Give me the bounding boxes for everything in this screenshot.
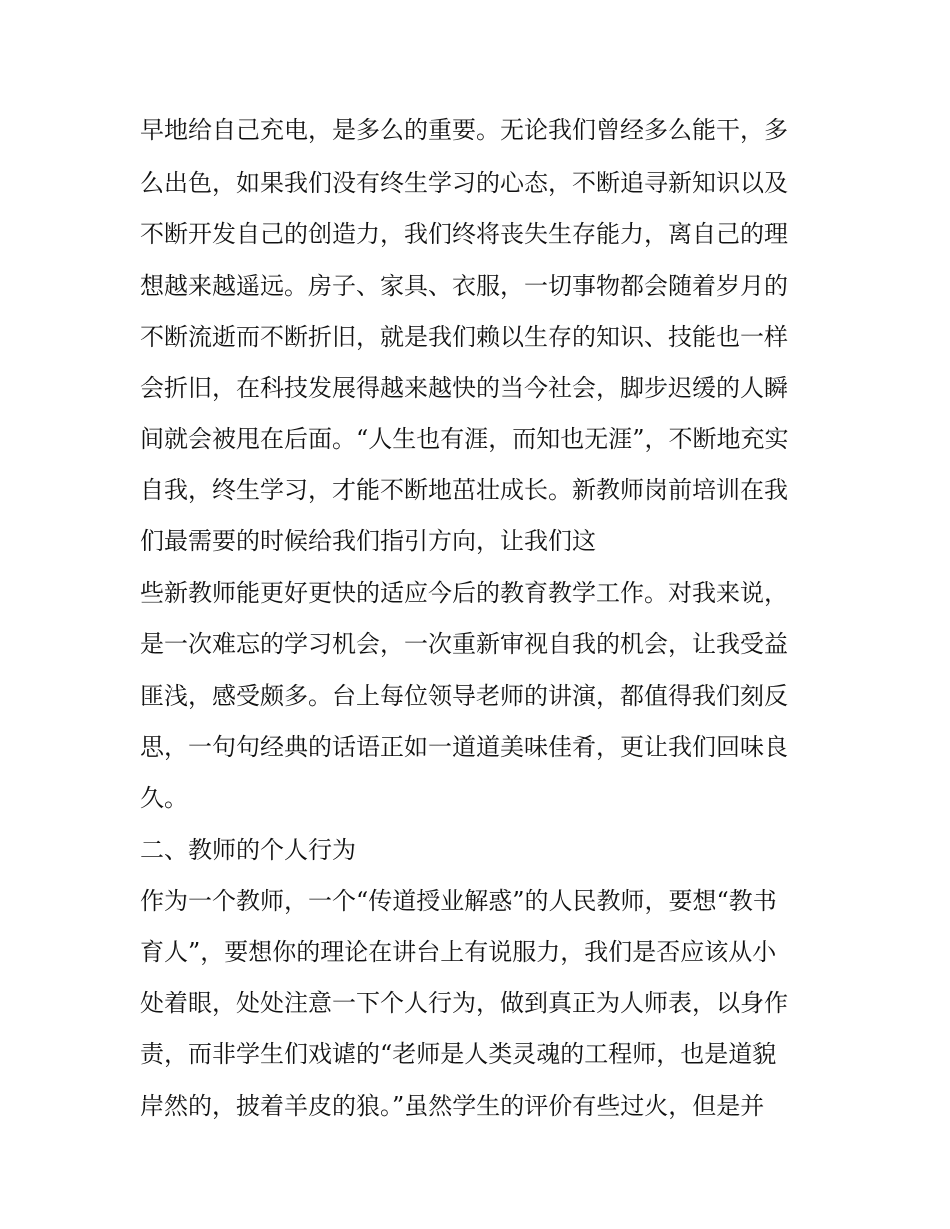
- text-line: 是一次难忘的学习机会，一次重新审视自我的机会，让我受益: [140, 630, 788, 658]
- text-line: 间就会被甩在后面。“人生也有涯，而知也无涯”，不断地充实: [140, 425, 789, 453]
- text-line: 不断开发自己的创造力，我们终将丧失生存能力，离自己的理: [140, 220, 788, 248]
- text-line: 岸然的，披着羊皮的狼。”虽然学生的评价有些过火，但是并: [140, 1092, 765, 1120]
- text-line: 想越来越遥远。房子、家具、衣服，一切事物都会随着岁月的: [140, 272, 788, 300]
- text-line: 久。: [140, 784, 188, 812]
- text-line: 们最需要的时候给我们指引方向，让我们这: [140, 527, 596, 555]
- text-line: 作为一个教师，一个“传道授业解惑”的人民教师，要想“教书: [140, 887, 777, 915]
- text-line: 处着眼，处处注意一下个人行为，做到真正为人师表，以身作: [140, 989, 788, 1017]
- text-line: 些新教师能更好更快的适应今后的教育教学工作。对我来说，: [140, 579, 788, 607]
- text-line: 思，一句句经典的话语正如一道道美味佳肴，更让我们回味良: [140, 733, 788, 761]
- section-heading: 二、教师的个人行为: [140, 836, 356, 864]
- text-line: 责，而非学生们戏谑的“老师是人类灵魂的工程师，也是道貌: [140, 1040, 777, 1068]
- text-line: 匪浅，感受颇多。台上每位领导老师的讲演，都值得我们刻反: [140, 682, 788, 710]
- text-line: 不断流逝而不断折旧，就是我们赖以生存的知识、技能也一样: [140, 323, 788, 351]
- text-line: 育人”，要想你的理论在讲台上有说服力，我们是否应该从小: [140, 938, 777, 966]
- text-line: 自我，终生学习，才能不断地茁壮成长。新教师岗前培训在我: [140, 476, 788, 504]
- text-line: 早地给自己充电，是多么的重要。无论我们曾经多么能干，多: [140, 116, 788, 144]
- text-line: 会折旧，在科技发展得越来越快的当今社会，脚步迟缓的人瞬: [140, 374, 788, 402]
- text-line: 么出色，如果我们没有终生学习的心态，不断追寻新知识以及: [140, 169, 788, 197]
